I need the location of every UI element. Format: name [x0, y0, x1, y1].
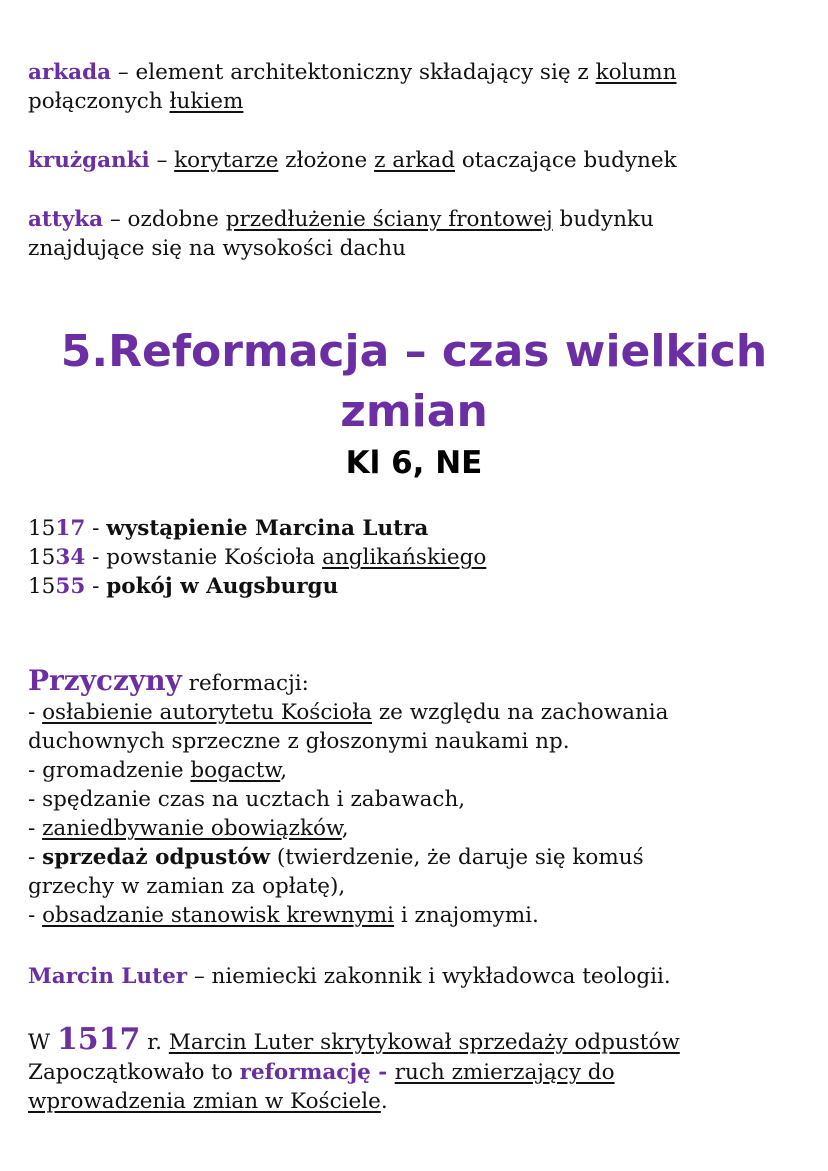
- date-1517: 1517 - wystąpienie Marcina Lutra: [28, 516, 429, 541]
- page-title-line2: zmian: [340, 386, 488, 437]
- definition-attyka: attyka – ozdobne przedłużenie ściany frontowej budynku znajdujące się na wysokości dachu: [28, 207, 654, 261]
- causes-heading: Przyczyny reformacji:: [28, 664, 309, 697]
- date-1534: 1534 - powstanie Kościoła anglikańskiego: [28, 545, 487, 570]
- term: krużganki: [28, 148, 150, 173]
- luter-definition: Marcin Luter – niemiecki zakonnik i wykładowca teologii.: [28, 964, 671, 989]
- date-1555: 1555 - pokój w Augsburgu: [28, 574, 339, 599]
- causes-list: - osłabienie autorytetu Kościoła ze względu na zachowania duchownych sprzeczne z głoszonymi naukami np. - gromadzenie bogactw, - spędzanie czas na ucztach i zabawach, - zaniedbywanie obowiązków, - sprzedaż odpustów (twierdzenie, że daruje się komuś grzechy w zamian za opłatę), - obsadzanie stanowisk krewnymi i znajomymi.: [28, 700, 669, 928]
- page-title-line1: 5.Reformacja – czas wielkich: [60, 326, 768, 377]
- final-paragraph: W 1517 r. Marcin Luter skrytykował sprzedaży odpustów: [28, 1022, 680, 1057]
- final-paragraph-cont: Zapoczątkowało to reformację - ruch zmierzający do wprowadzenia zmian w Kościele.: [28, 1060, 615, 1114]
- definition-arkada: arkada – element architektoniczny składający się z kolumn połączonych łukiem: [28, 60, 677, 114]
- page-subtitle: Kl 6, NE: [345, 445, 483, 481]
- term: attyka: [28, 207, 104, 232]
- definition-kruzganki: krużganki – korytarze złożone z arkad otaczające budynek: [28, 148, 677, 173]
- term: arkada: [28, 60, 112, 85]
